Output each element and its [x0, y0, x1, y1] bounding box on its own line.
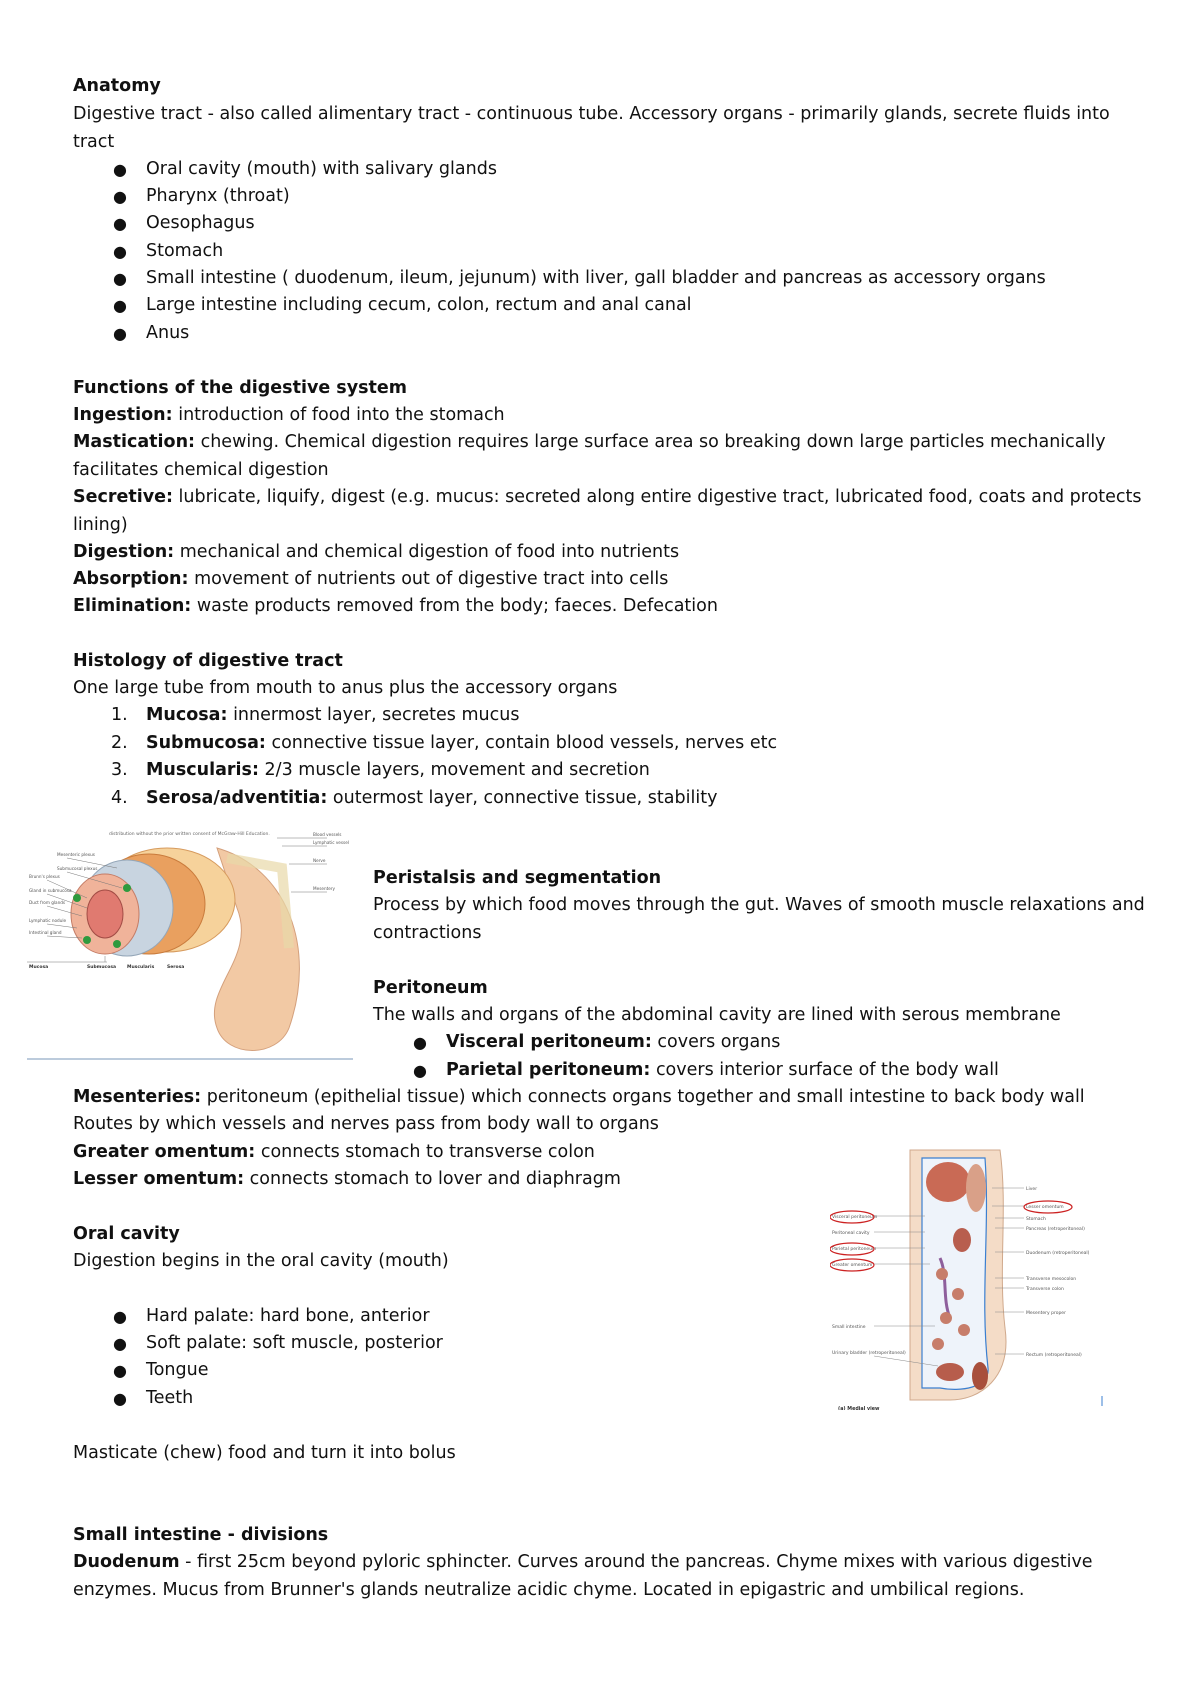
anatomy-intro: Digestive tract - also called alimentary tract - continuous tube. Accessory organs - primarily glands, secrete fluids into tract [73, 104, 1110, 152]
label-brunns-plexus: Brunn's plexus [29, 874, 60, 879]
label-mesentery-proper: Mesentery proper [1026, 1311, 1066, 1316]
label-nerve: Nerve [313, 858, 326, 863]
peristalsis-heading: Peristalsis and segmentation [373, 868, 662, 888]
label-intestinal-gland: Intestinal gland [29, 930, 62, 935]
label-muscularis: Muscularis [127, 965, 155, 970]
list-item: ● Stomach [113, 241, 224, 261]
list-item: ● Hard palate: hard bone, anterior [113, 1306, 430, 1326]
histology-heading: Histology of digestive tract [73, 651, 343, 671]
list-item: ● Teeth [113, 1388, 194, 1408]
label-small-intestine: Small intestine [832, 1325, 866, 1330]
label-parietal-peritoneum: Parietal peritoneum [832, 1247, 877, 1252]
list-item: ● Oral cavity (mouth) with salivary glands [113, 159, 497, 179]
figure-caption: distribution without the prior written consent of McGraw-Hill Education. [109, 832, 270, 837]
anatomy-heading: Anatomy [73, 76, 161, 96]
lesser-omentum: Lesser omentum: connects stomach to lover and diaphragm [73, 1169, 621, 1189]
lymphatic-nodule [113, 940, 121, 948]
duodenum [953, 1228, 971, 1252]
lymphatic-nodule [83, 936, 91, 944]
function-entry: Ingestion: introduction of food into the stomach [73, 405, 505, 425]
list-item: ● Parietal peritoneum: covers interior surface of the body wall [413, 1060, 999, 1080]
list-item: 4. Serosa/adventitia: outermost layer, connective tissue, stability [111, 788, 718, 808]
liver [926, 1162, 970, 1202]
rectum [972, 1362, 988, 1390]
peritoneum-figure [830, 1148, 1110, 1410]
digestive-wall-figure [27, 828, 357, 1060]
label-lesser-omentum: Lesser omentum [1026, 1205, 1064, 1210]
list-item: ● Oesophagus [113, 213, 255, 233]
label-visceral-peritoneum: Visceral peritoneum [832, 1215, 878, 1220]
label-serosa: Serosa [167, 965, 185, 970]
label-liver: Liver [1026, 1187, 1038, 1192]
list-item: ● Tongue [113, 1360, 209, 1380]
label-mucosa: Mucosa [29, 965, 49, 970]
function-entry: Mastication: chewing. Chemical digestion requires large surface area so breaking down large particles mechanically facilitates chemical digestion [73, 432, 1106, 480]
label-submucosa: Submucosa [87, 965, 117, 970]
small-intestine-heading: Small intestine - divisions [73, 1525, 329, 1545]
duodenum-text: Duodenum - first 25cm beyond pyloric sphincter. Curves around the pancreas. Chyme mixes with various digestive enzymes. Mucus from Brunner's glands neutralize acidic chyme. Located in epigastric and umbilical regions. [73, 1552, 1093, 1600]
list-item: ● Visceral peritoneum: covers organs [413, 1032, 781, 1052]
label-transverse-colon: Transverse colon [1026, 1287, 1064, 1292]
list-item: ● Pharynx (throat) [113, 186, 290, 206]
function-entry: Elimination: waste products removed from the body; faeces. Defecation [73, 596, 718, 616]
lymphatic-nodule [123, 884, 131, 892]
list-item: 2. Submucosa: connective tissue layer, contain blood vessels, nerves etc [111, 733, 778, 753]
label-transverse-mesocolon: Transverse mesocolon [1026, 1277, 1077, 1282]
function-entry: Absorption: movement of nutrients out of digestive tract into cells [73, 569, 669, 589]
peritoneum-intro: The walls and organs of the abdominal cavity are lined with serous membrane [373, 1005, 1061, 1025]
function-entry: Secretive: lubricate, liquify, digest (e.g. mucus: secreted along entire digestive tract, lubricated food, coats and protects lining) [73, 487, 1142, 535]
label-submucosal-plexus: Submucosal plexus [57, 866, 98, 871]
label-pancreas: Pancreas (retroperitoneal) [1026, 1227, 1085, 1232]
label-greater-omentum: Greater omentum [832, 1263, 873, 1268]
list-item: 3. Muscularis: 2/3 muscle layers, movement and secretion [111, 760, 650, 780]
label-mesentery: Mesentery [313, 886, 336, 891]
stomach [966, 1164, 986, 1212]
lymphatic-nodule [73, 894, 81, 902]
functions-heading: Functions of the digestive system [73, 378, 408, 398]
label-peritoneal-cavity: Peritoneal cavity [832, 1231, 870, 1236]
label-duct: Duct from glands [29, 900, 66, 905]
label-urinary-bladder: Urinary bladder (retroperitoneal) [832, 1351, 906, 1356]
histology-intro: One large tube from mouth to anus plus the accessory organs [73, 678, 618, 698]
label-stomach: Stomach [1026, 1217, 1046, 1222]
function-entry: Digestion: mechanical and chemical digestion of food into nutrients [73, 542, 680, 562]
label-mesenteric-plexus: Mesenteric plexus [57, 852, 95, 857]
greater-omentum: Greater omentum: connects stomach to transverse colon [73, 1142, 595, 1162]
oral-heading: Oral cavity [73, 1224, 180, 1244]
label-blood-vessels: Blood vessels [313, 832, 342, 837]
lumen [87, 890, 123, 938]
mesenteries-routes: Routes by which vessels and nerves pass from body wall to organs [73, 1114, 659, 1134]
peritoneum-heading: Peritoneum [373, 978, 488, 998]
label-lymphatic-vessel: Lymphatic vessel [313, 840, 349, 845]
figure-caption: (a) Medial view [838, 1407, 880, 1410]
urinary-bladder [936, 1363, 964, 1381]
list-item: ● Large intestine including cecum, colon, rectum and anal canal [113, 295, 692, 315]
list-item: ● Small intestine ( duodenum, ileum, jejunum) with liver, gall bladder and pancreas as accessory organs [113, 268, 1046, 288]
oral-outro: Masticate (chew) food and turn it into bolus [73, 1443, 456, 1463]
oral-intro: Digestion begins in the oral cavity (mouth) [73, 1251, 449, 1271]
label-rectum: Rectum (retroperitoneal) [1026, 1353, 1082, 1358]
peristalsis-text: Process by which food moves through the gut. Waves of smooth muscle relaxations and contractions [373, 895, 1145, 943]
label-duodenum: Duodenum (retroperitoneal) [1026, 1251, 1090, 1256]
label-gland: Gland in submucosa [29, 888, 72, 893]
list-item: 1. Mucosa: innermost layer, secretes mucus [111, 705, 520, 725]
list-item: ● Anus [113, 323, 190, 343]
label-lymphatic-nodule: Lymphatic nodule [29, 918, 67, 923]
mesenteries-line: Mesenteries: peritoneum (epithelial tissue) which connects organs together and small intestine to back body wall [73, 1087, 1085, 1107]
list-item: ● Soft palate: soft muscle, posterior [113, 1333, 443, 1353]
